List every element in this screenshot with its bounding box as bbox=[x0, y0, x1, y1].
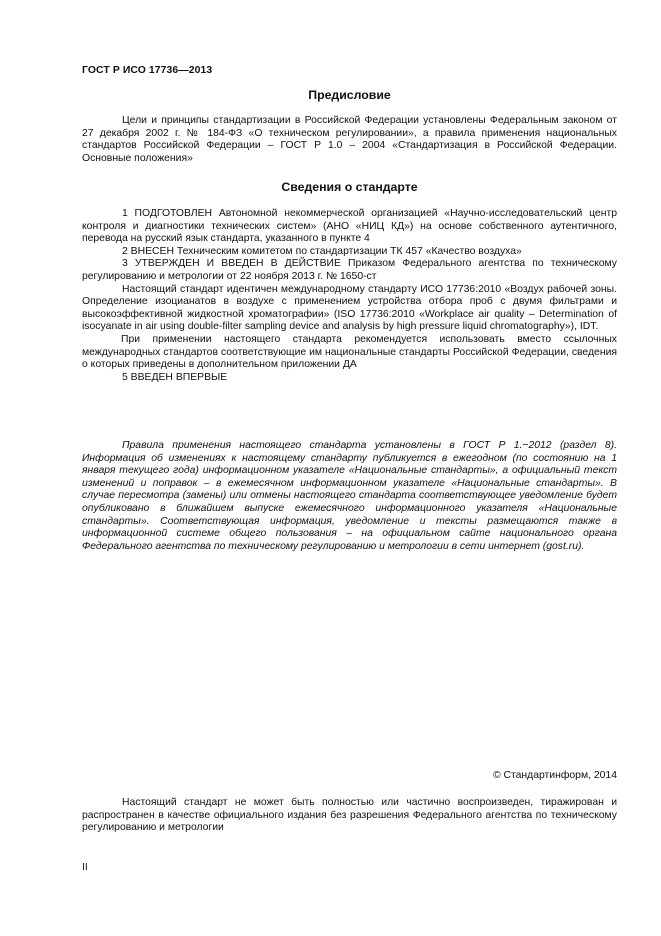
standard-info-title: Сведения о стандарте bbox=[281, 180, 418, 194]
info-item-identical: Настоящий стандарт идентичен международному стандарту ИСО 17736:2010 «Воздух рабочей зоны. Определение изоцианатов в воздухе с применением устройства отбора проб с двумя фильтрами и высокоэффективной жидкостной хроматографии» (ISO 17736:2010 «Workplace air quality – Determination of isocyanate in air using double-filter sampling device and analysis by high pressure liquid chromatography»), IDT. bbox=[82, 283, 617, 333]
info-item-introduced: 5 ВВЕДЕН ВПЕРВЫЕ bbox=[122, 371, 228, 383]
application-rules-note: Правила применения настоящего стандарта установлены в ГОСТ Р 1.−2012 (раздел 8). Информация об изменениях к настоящему стандарту публикуется в ежегодном (по состоянию на 1 января текущего года) информационном указателе «Национальные стандарты», а официальный текст изменений и поправок – в ежемесячном информационном указателе «Национальные стандарты». В случае пересмотра (замены) или отмены настоящего стандарта соответствующее уведомление будет опубликовано в ближайшем выпуске ежемесячного информационного указателя «Национальные стандарты». Соответствующая информация, уведомление и тексты размещаются также в информационной системе общего пользования – на официальном сайте национального органа Федерального агентства по техническому регулированию и метрологии в сети интернет (gost.ru). bbox=[82, 440, 617, 552]
foreword-paragraph: Цели и принципы стандартизации в Российской Федерации установлены Федеральным законом от 27 декабря 2002 г. № 184-ФЗ «О техническом регулировании», а правила применения национальных стандартов Российской Федерации – ГОСТ Р 1.0 – 2004 «Стандартизация в Российской Федерации. Основные положения» bbox=[82, 115, 617, 164]
page-number: II bbox=[82, 862, 88, 873]
foreword-text-block bbox=[82, 115, 617, 165]
standard-info-block bbox=[82, 208, 617, 384]
info-item-references: При применении настоящего стандарта рекомендуется использовать вместо ссылочных международных стандартов соответствующие им национальные стандарты Российской Федерации, сведения о которых приведены в дополнительном приложении ДА bbox=[82, 333, 617, 371]
copyright-notice: © Стандартинформ, 2014 bbox=[492, 770, 617, 781]
reproduction-notice-block bbox=[82, 797, 617, 835]
foreword-title: Предисловие bbox=[308, 88, 391, 102]
standard-id-header: ГОСТ Р ИСО 17736—2013 bbox=[82, 65, 213, 76]
info-item-approved: 3 УТВЕРЖДЕН И ВВЕДЕН В ДЕЙСТВИЕ Приказом Федерального агентства по техническому регулированию и метрологии от 22 ноября 2013 г. № 1650-ст bbox=[82, 258, 617, 282]
application-rules-block bbox=[82, 440, 617, 553]
info-item-submitted: 2 ВНЕСЕН Техническим комитетом по стандартизации ТК 457 «Качество воздуха» bbox=[122, 245, 522, 257]
reproduction-notice: Настоящий стандарт не может быть полностью или частично воспроизведен, тиражирован и распространен в качестве официального издания без разрешения Федерального агентства по техническому регулированию и метрологии bbox=[82, 797, 617, 834]
info-item-prepared: 1 ПОДГОТОВЛЕН Автономной некоммерческой организацией «Научно-исследовательский центр контроля и диагностики технических систем» (АНО «НИЦ КД») на основе собственного аутентичного, перевода на русский язык стандарта, указанного в пункте 4 bbox=[82, 208, 617, 245]
